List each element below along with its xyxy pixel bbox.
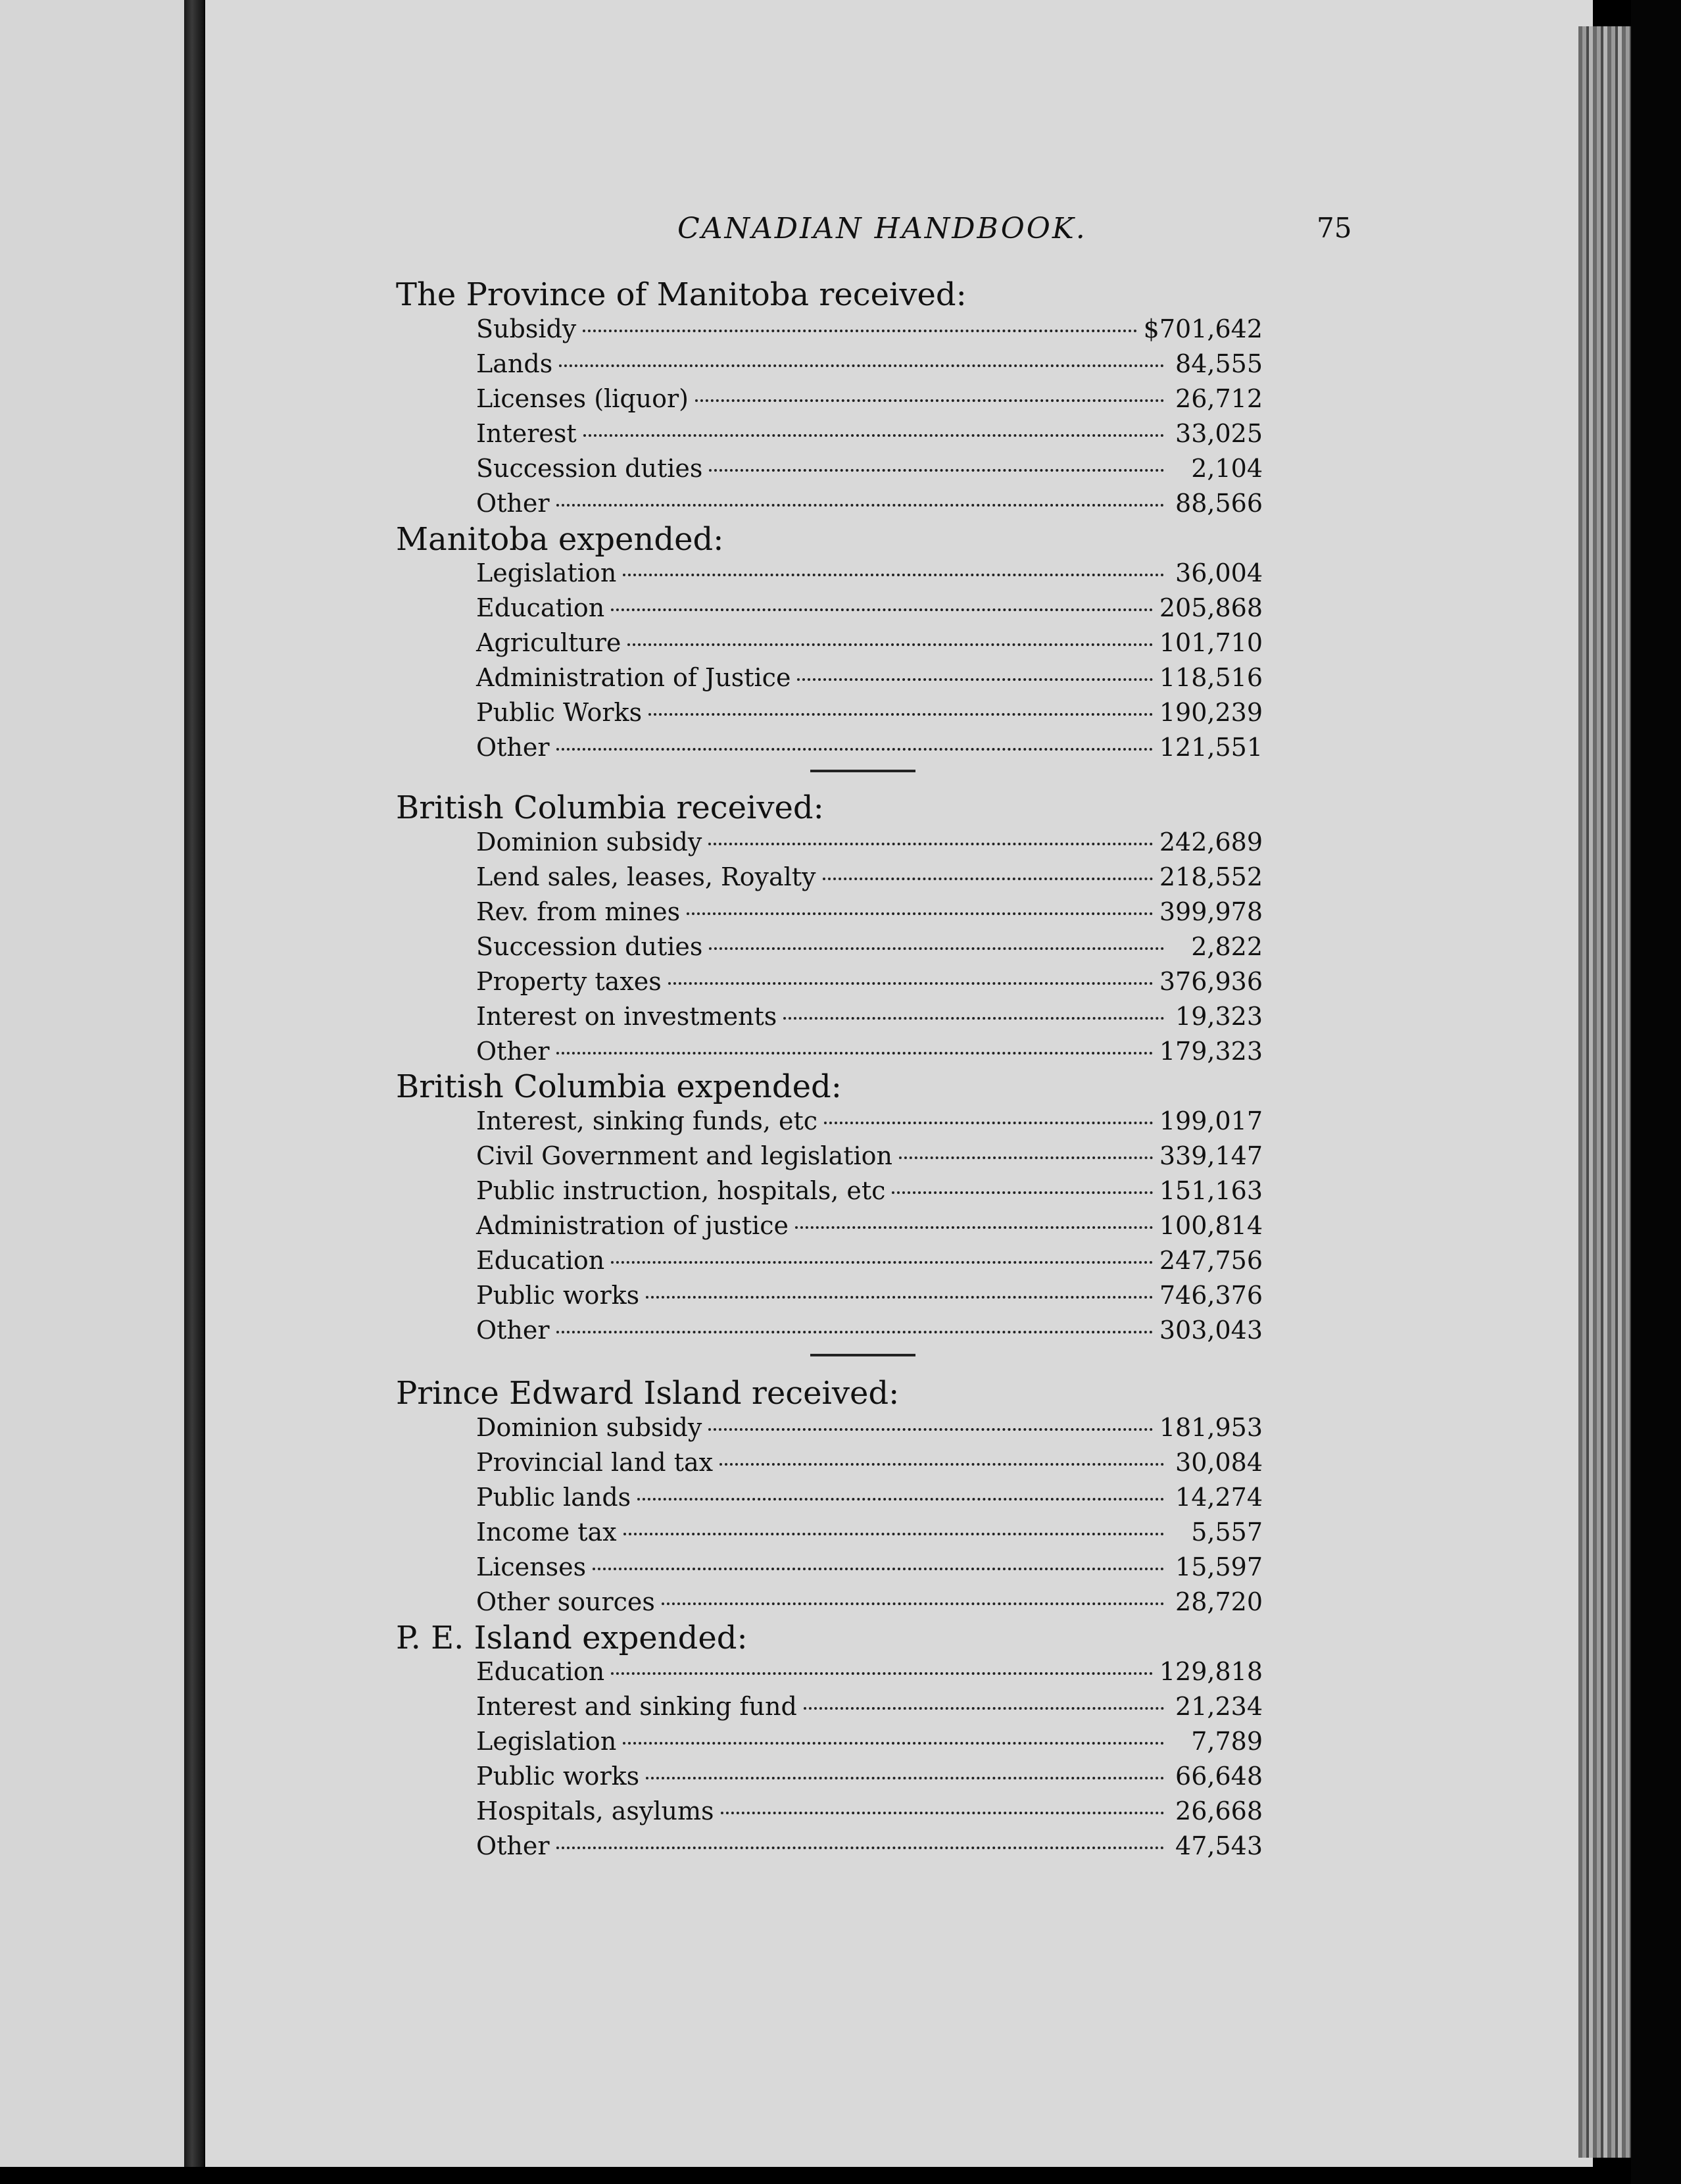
leader-dots — [556, 1052, 1153, 1055]
row-value: 129,818 — [1159, 1657, 1263, 1686]
section-heading: Prince Edward Island received: — [396, 1375, 900, 1412]
row-label: Public instruction, hospitals, etc — [476, 1176, 886, 1205]
row-label: Public works — [476, 1762, 640, 1791]
table-row — [476, 349, 1263, 378]
row-label: Succession duties — [476, 932, 703, 961]
row-label: Other — [476, 733, 550, 762]
table-row — [476, 1037, 1263, 1066]
row-label: Other — [476, 1037, 550, 1066]
page-edge-shadow — [1631, 0, 1681, 2184]
section-divider — [810, 1354, 915, 1356]
row-label: Agriculture — [476, 628, 621, 657]
table-row — [476, 1727, 1263, 1756]
row-label: Income tax — [476, 1518, 617, 1547]
leader-dots — [721, 1812, 1164, 1814]
table-row — [476, 1176, 1263, 1205]
row-label: Administration of Justice — [476, 663, 791, 692]
row-value: 14,274 — [1175, 1483, 1263, 1512]
leader-dots — [797, 678, 1152, 681]
table-row — [476, 1413, 1263, 1442]
row-value: 376,936 — [1159, 967, 1263, 996]
leader-dots — [611, 1261, 1153, 1264]
left-page-edge — [0, 0, 188, 2167]
leader-dots — [583, 434, 1164, 437]
row-value: 746,376 — [1159, 1281, 1263, 1310]
table-row — [476, 1106, 1263, 1135]
row-value: 101,710 — [1159, 628, 1263, 657]
row-label: Interest on investments — [476, 1002, 777, 1031]
row-label: Lands — [476, 349, 553, 378]
row-value: 179,323 — [1159, 1037, 1263, 1066]
row-value: 30,084 — [1175, 1448, 1263, 1477]
table-row — [476, 663, 1263, 692]
row-label: Public works — [476, 1281, 640, 1310]
row-label: Education — [476, 593, 605, 622]
table-row — [476, 419, 1263, 448]
leader-dots — [709, 947, 1164, 950]
row-value: 26,668 — [1175, 1797, 1263, 1825]
row-label: Public lands — [476, 1483, 631, 1512]
leader-dots — [623, 1742, 1164, 1745]
row-label: Legislation — [476, 558, 617, 587]
leader-dots — [823, 878, 1153, 880]
table-row — [476, 1657, 1263, 1686]
row-label: Administration of justice — [476, 1211, 789, 1240]
section-heading: The Province of Manitoba received: — [396, 276, 967, 313]
leader-dots — [804, 1707, 1164, 1710]
table-row — [476, 489, 1263, 518]
row-value: 118,516 — [1159, 663, 1263, 692]
leader-dots — [646, 1777, 1164, 1779]
leader-dots — [708, 1428, 1153, 1431]
table-row — [476, 1797, 1263, 1825]
table-row — [476, 1141, 1263, 1170]
table-row — [476, 1831, 1263, 1860]
row-value: 218,552 — [1159, 862, 1263, 891]
row-value: 66,648 — [1175, 1762, 1263, 1791]
leader-dots — [668, 982, 1153, 985]
leader-dots — [556, 1331, 1153, 1333]
leader-dots — [687, 912, 1153, 915]
table-row — [476, 1483, 1263, 1512]
page-edges — [1578, 26, 1638, 2158]
row-value: 121,551 — [1159, 733, 1263, 762]
table-row — [476, 967, 1263, 996]
row-value: 190,239 — [1159, 698, 1263, 727]
running-head: CANADIAN HANDBOOK. — [677, 212, 1087, 245]
leader-dots — [611, 608, 1153, 611]
leader-dots — [611, 1672, 1153, 1675]
row-label: Provincial land tax — [476, 1448, 714, 1477]
table-row — [476, 1316, 1263, 1345]
row-value: 47,543 — [1175, 1831, 1263, 1860]
row-value: 205,868 — [1159, 593, 1263, 622]
leader-dots — [623, 574, 1164, 576]
row-label: Legislation — [476, 1727, 617, 1756]
section-heading: P. E. Island expended: — [396, 1620, 748, 1656]
leader-dots — [892, 1191, 1152, 1194]
table-row — [476, 828, 1263, 856]
row-value: 303,043 — [1159, 1316, 1263, 1345]
table-row — [476, 384, 1263, 413]
table-row — [476, 1552, 1263, 1581]
row-label: Other — [476, 489, 550, 518]
row-label: Licenses — [476, 1552, 587, 1581]
row-label: Licenses (liquor) — [476, 384, 689, 413]
row-value: 36,004 — [1175, 558, 1263, 587]
row-value: 5,557 — [1191, 1518, 1263, 1547]
row-label: Lend sales, leases, Royalty — [476, 862, 816, 891]
leader-dots — [556, 748, 1153, 751]
row-label: Interest, sinking funds, etc — [476, 1106, 818, 1135]
row-label: Hospitals, asylums — [476, 1797, 714, 1825]
table-row — [476, 1762, 1263, 1791]
table-row — [476, 1448, 1263, 1477]
row-value: 2,822 — [1191, 932, 1263, 961]
leader-dots — [623, 1533, 1164, 1535]
row-value: 339,147 — [1159, 1141, 1263, 1170]
row-label: Interest and sinking fund — [476, 1692, 797, 1721]
row-label: Dominion subsidy — [476, 828, 702, 856]
leader-dots — [708, 843, 1153, 845]
row-value: 199,017 — [1159, 1106, 1263, 1135]
table-row — [476, 1587, 1263, 1616]
leader-dots — [709, 469, 1164, 472]
section-divider — [810, 770, 915, 772]
table-row — [476, 593, 1263, 622]
section-heading: British Columbia expended: — [396, 1068, 842, 1105]
page-number: 75 — [1317, 212, 1352, 244]
row-value: 2,104 — [1191, 454, 1263, 483]
table-row — [476, 1211, 1263, 1240]
table-row — [476, 628, 1263, 657]
row-value: 19,323 — [1175, 1002, 1263, 1031]
table-row — [476, 698, 1263, 727]
leader-dots — [556, 504, 1164, 507]
section-heading: Manitoba expended: — [396, 521, 724, 558]
row-label: Education — [476, 1657, 605, 1686]
row-label: Other — [476, 1316, 550, 1345]
table-row — [476, 932, 1263, 961]
table-row — [476, 314, 1263, 343]
row-label: Public Works — [476, 698, 643, 727]
table-row — [476, 1281, 1263, 1310]
table-row — [476, 1518, 1263, 1547]
row-value: 242,689 — [1159, 828, 1263, 856]
table-row — [476, 1692, 1263, 1721]
section-heading: British Columbia received: — [396, 789, 824, 826]
row-label: Other — [476, 1831, 550, 1860]
leader-dots — [783, 1017, 1164, 1020]
leader-dots — [648, 713, 1153, 716]
leader-dots — [695, 399, 1164, 402]
table-row — [476, 862, 1263, 891]
row-value: 84,555 — [1175, 349, 1263, 378]
table-row — [476, 1002, 1263, 1031]
row-label: Subsidy — [476, 314, 577, 343]
row-label: Other sources — [476, 1587, 655, 1616]
row-label: Civil Government and legislation — [476, 1141, 892, 1170]
leader-dots — [559, 364, 1164, 367]
row-value: 21,234 — [1175, 1692, 1263, 1721]
leader-dots — [593, 1568, 1164, 1570]
leader-dots — [719, 1463, 1164, 1466]
row-label: Dominion subsidy — [476, 1413, 702, 1442]
leader-dots — [637, 1498, 1164, 1501]
book-gutter — [184, 0, 204, 2167]
row-label: Rev. from mines — [476, 897, 681, 926]
row-value: 181,953 — [1159, 1413, 1263, 1442]
leader-dots — [824, 1122, 1153, 1124]
leader-dots — [627, 643, 1152, 646]
row-label: Education — [476, 1246, 605, 1275]
row-value: 26,712 — [1175, 384, 1263, 413]
row-value: 100,814 — [1159, 1211, 1263, 1240]
row-value: 7,789 — [1191, 1727, 1263, 1756]
row-value: $701,642 — [1143, 314, 1263, 343]
row-value: 88,566 — [1175, 489, 1263, 518]
leader-dots — [662, 1602, 1164, 1605]
leader-dots — [646, 1296, 1153, 1299]
row-value: 399,978 — [1159, 897, 1263, 926]
table-row — [476, 454, 1263, 483]
row-label: Interest — [476, 419, 577, 448]
row-value: 33,025 — [1175, 419, 1263, 448]
leader-dots — [583, 330, 1136, 332]
leader-dots — [795, 1226, 1153, 1229]
row-value: 151,163 — [1159, 1176, 1263, 1205]
row-value: 15,597 — [1175, 1552, 1263, 1581]
table-row — [476, 897, 1263, 926]
leader-dots — [899, 1156, 1153, 1159]
row-value: 247,756 — [1159, 1246, 1263, 1275]
row-label: Succession duties — [476, 454, 703, 483]
row-value: 28,720 — [1175, 1587, 1263, 1616]
row-label: Property taxes — [476, 967, 662, 996]
table-row — [476, 1246, 1263, 1275]
table-row — [476, 733, 1263, 762]
leader-dots — [556, 1847, 1164, 1849]
table-row — [476, 558, 1263, 587]
